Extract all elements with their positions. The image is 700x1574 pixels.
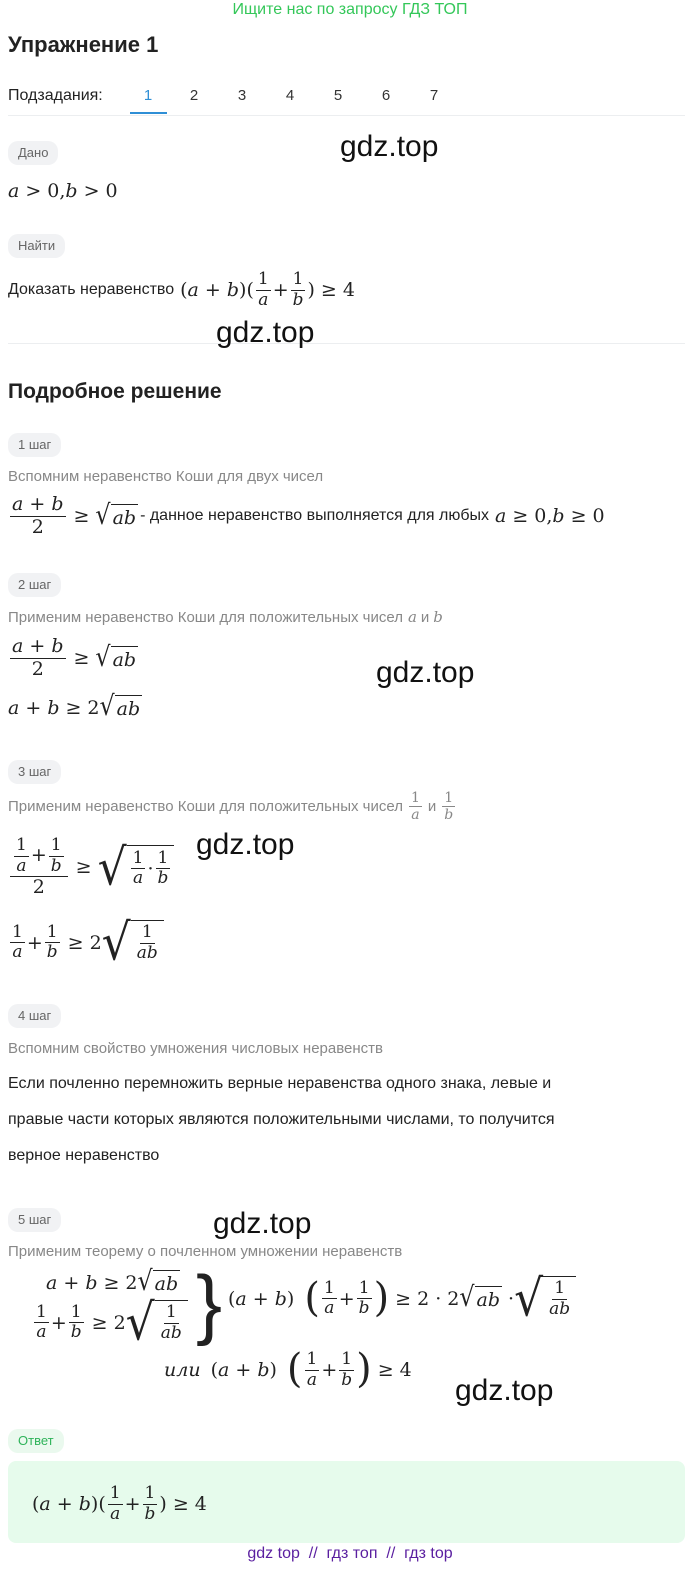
step3-note: Применим неравенство Коши для положительных чисел $\frac{1}{a}$ и $\frac{1}{b}$: [8, 790, 454, 824]
step4-line-2: правые части которых являются положительными числами, то получится: [8, 1111, 555, 1128]
step3-note-text: Применим неравенство Коши для положительных чисел: [8, 798, 403, 816]
search-banner: Ищите нас по запросу ГДЗ ТОП: [232, 1, 468, 18]
step4-line-1: Если почленно перемножить верные неравенства одного знака, левые и: [8, 1075, 552, 1092]
tab-subtask-2[interactable]: 2: [189, 87, 199, 104]
find-text: Доказать неравенство: [8, 281, 175, 299]
given-tag: Дано: [8, 141, 58, 165]
system-brace: }: [196, 1259, 223, 1347]
step2-note-text: Применим неравенство Коши для положительных чисел: [8, 609, 403, 626]
step2-note-a: a: [407, 608, 417, 626]
step1-formula: $\frac{a + b}{2}$ ≥ √ ab: [12, 493, 137, 538]
step5-system-line-1: a + b ≥ 2 √ ab: [46, 1264, 179, 1297]
page-title: Упражнение 1: [8, 32, 159, 57]
section-divider: [8, 343, 685, 344]
tab-subtask-7[interactable]: 7: [429, 87, 439, 104]
tabs-divider: [8, 115, 685, 116]
step3-formula-2: $\frac{1}{a}$ + $\frac{1}{b}$ ≥ 2 √ $\frac{1}{ab}$: [8, 920, 164, 966]
tab-subtask-3[interactable]: 3: [237, 87, 247, 104]
step1-tag: 1 шаг: [8, 433, 61, 457]
step5-note: Применим теорему о почленном умножении неравенств: [8, 1243, 403, 1260]
tab-subtask-6[interactable]: 6: [381, 87, 391, 104]
solution-title: Подробное решение: [8, 380, 222, 403]
find-tag: Найти: [8, 234, 65, 258]
or-word: или: [164, 1359, 201, 1382]
active-tab-indicator: [130, 112, 167, 114]
watermark: gdz.top: [340, 130, 439, 163]
tab-subtask-1[interactable]: 1: [143, 87, 153, 104]
watermark: gdz.top: [196, 828, 295, 861]
step1-note: Вспомним неравенство Коши для двух чисел: [8, 468, 324, 485]
step1-text: - данное неравенство выполняется для любых: [140, 507, 490, 525]
step3-formula-1: $\frac{1}{a}$ + $\frac{1}{b}$ 2 ≥ √ $\frac{1}{a}$ · $\frac{1}{b}$: [8, 836, 174, 899]
step1-formula-line: [8, 494, 605, 539]
step5-product: ( a + b ) ( $\frac{1}{a}$ + $\frac{1}{b}$ ) ≥ 2 · 2 √ ab · √ $\frac{1}{ab}$: [228, 1276, 576, 1322]
step4-line-3: верное неравенство: [8, 1147, 160, 1164]
step2-note: [8, 608, 443, 626]
watermark: gdz.top: [376, 656, 475, 689]
step4-note: Вспомним свойство умножения числовых неравенств: [8, 1040, 384, 1057]
find-statement: [8, 270, 355, 310]
tab-subtask-4[interactable]: 4: [285, 87, 295, 104]
watermark: gdz.top: [216, 316, 315, 349]
step1-condition: a ≥ 0,b ≥ 0: [495, 505, 605, 528]
watermark: gdz.top: [455, 1374, 554, 1407]
step2-tag: 2 шаг: [8, 573, 61, 597]
answer-formula: ( a + b )( $\frac{1}{a}$ + $\frac{1}{b}$ ) ≥ 4: [32, 1483, 207, 1524]
given-formula: a > 0,b > 0: [8, 180, 118, 202]
find-formula: ( a + b )( $\frac{1}{a}$ + $\frac{1}{b}$ ) ≥ 4: [180, 269, 355, 310]
footer-watermark: gdz top // гдз топ // гдз top: [247, 1545, 453, 1562]
step2-note-b: b: [433, 608, 443, 626]
step5-system-line-2: $\frac{1}{a}$ + $\frac{1}{b}$ ≥ 2 √ $\frac{1}{ab}$: [32, 1300, 188, 1346]
step2-note-and: и: [420, 609, 430, 626]
step3-tag: 3 шаг: [8, 760, 61, 784]
step2-formula-2: a + b ≥ 2 √ ab: [8, 689, 141, 722]
tab-subtask-5[interactable]: 5: [333, 87, 343, 104]
watermark: gdz.top: [213, 1207, 312, 1240]
answer-tag: Ответ: [8, 1429, 64, 1453]
step5-result: или ( a + b ) ( $\frac{1}{a}$ + $\frac{1}{b}$ ) ≥ 4: [164, 1346, 412, 1393]
step4-tag: 4 шаг: [8, 1004, 61, 1028]
step5-tag: 5 шаг: [8, 1208, 61, 1232]
subtasks-label: Подзадания:: [8, 87, 103, 104]
step2-formula-1: $\frac{a + b}{2}$ ≥ √ ab: [12, 635, 137, 680]
step3-note-and: и: [427, 798, 437, 816]
